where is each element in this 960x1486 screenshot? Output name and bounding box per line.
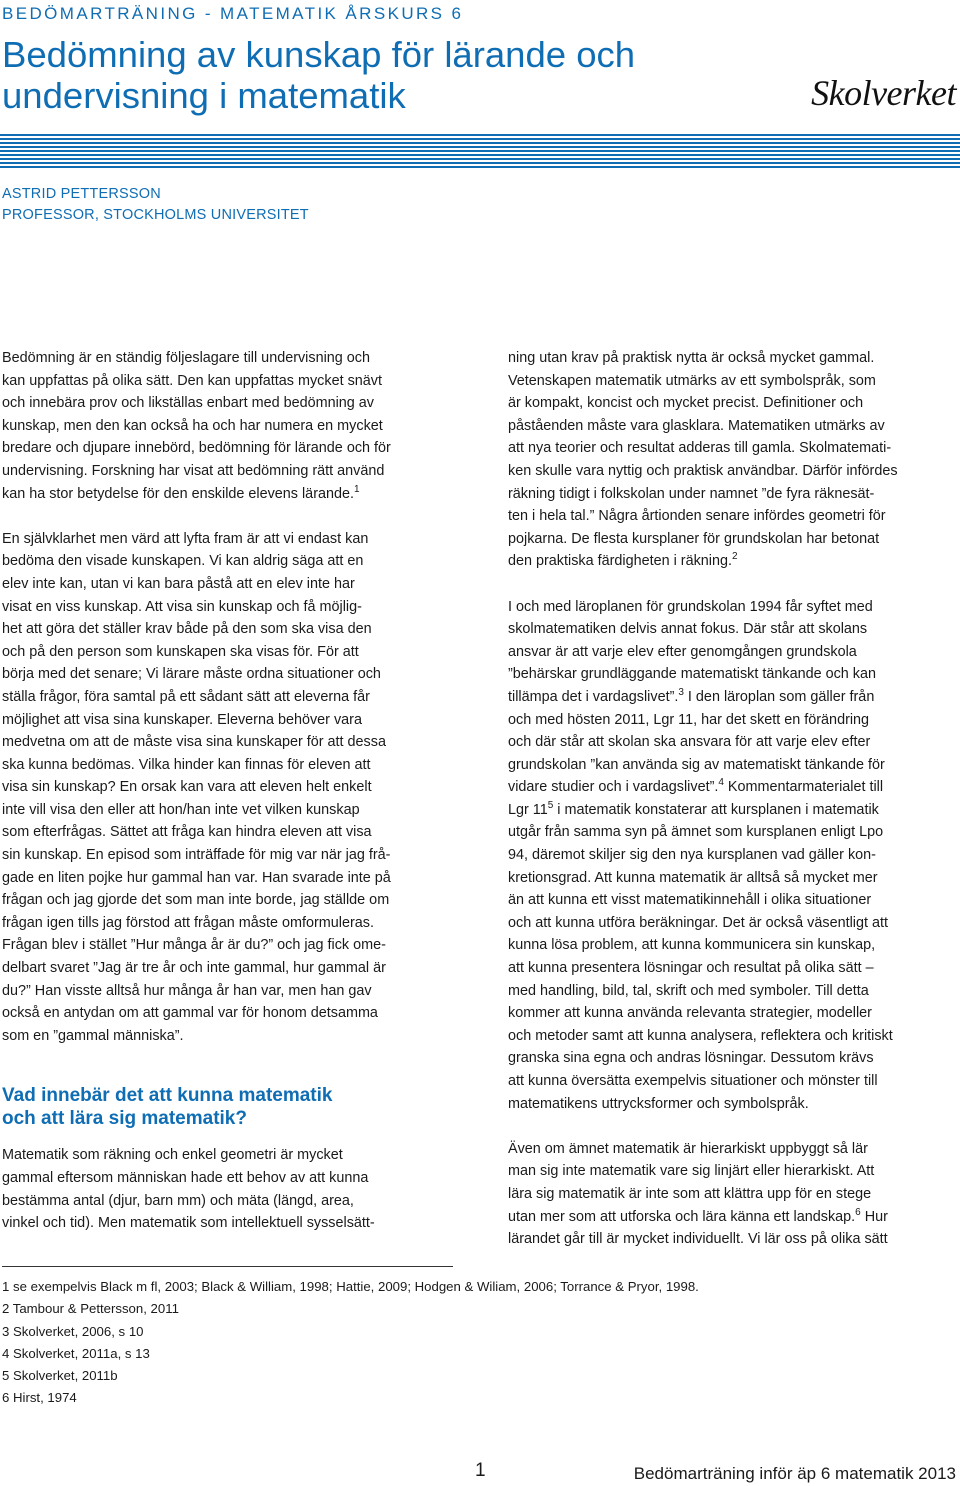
series-label: BEDÖMARTRÄNING - MATEMATIK ÅRSKURS 6 (2, 4, 464, 23)
text-line: inte vill visa den eller att hon/han inte vet vilken kunskap (2, 801, 360, 818)
text-line: och innebära prov och likställas enbart med bedömning av (2, 395, 374, 412)
text-line: I och med läroplanen för grundskolan 1994 får syftet med (508, 598, 873, 615)
text-line (508, 1206, 960, 1229)
footnote-divider (2, 1266, 453, 1267)
page-number: 1 (475, 1460, 486, 1481)
paragraph-spacer (508, 1115, 960, 1138)
text-line: 94, däremot skiljer sig den nya kursplanen vad gäller kon- (508, 847, 876, 864)
text-line-content: Kommentarmaterialet till (723, 779, 884, 796)
text-line (2, 483, 452, 506)
text-line: delbart svaret ”Jag är tre år och inte gammal, hur gammal är (2, 960, 386, 977)
text-line: möjlighet att visa sina kunskaper. Eleverna behöver vara (2, 711, 362, 728)
text-line: lära sig matematik är inte som att klättra upp för en stege (508, 1185, 872, 1202)
footnote-1: 1 se exempelvis Black m fl, 2003; Black & William, 1998; Hattie, 2009; Hodgen & Wiliam, 2006; Torrance & Pryor, 1998. (2, 1279, 699, 1294)
text-line (508, 776, 960, 799)
paragraph-math-history (2, 1144, 452, 1234)
text-line: ska kunna bedömas. Vilka hinder kan finnas för eleven att (2, 756, 371, 773)
text-line: räkning tidigt i folkskolan under namnet ”de fyra räknesät- (508, 485, 875, 502)
text-line: ning utan krav på praktisk nytta är också mycket gammal. (508, 350, 875, 366)
header-stripe-divider (0, 134, 960, 168)
section-heading (2, 1084, 452, 1130)
text-line: bredare och djupare innebörd, bedömning för lärande och för (2, 440, 391, 457)
footnote-3: 3 Skolverket, 2006, s 10 (2, 1323, 144, 1339)
text-line: gammal eftersom människan hade ett behov av att kunna (2, 1170, 369, 1186)
skolverket-logo: Skolverket (811, 73, 956, 113)
text-line: undervisning. Forskning har visat att bedömning rätt använd (2, 462, 385, 479)
text-line: kommer att kunna använda relevanta strategier, modeller (508, 1005, 872, 1022)
text-line: som efterfrågas. Sättet att fråga kan hindra eleven att visa (2, 824, 372, 841)
section-spacer (2, 1047, 452, 1084)
paragraph-learning-landscape (508, 1138, 960, 1251)
text-line: att kunna presentera lösningar och resultat på olika sätt – (508, 960, 874, 977)
text-line: ställa frågor, föra samtal på ett sådant sätt att eleverna får (2, 688, 370, 705)
text-line: Även om ämnet matematik är hierarkiskt uppbyggt så lär (508, 1140, 868, 1157)
text-line: utgår från samma syn på ämnet som kursplanen enligt Lpo (508, 824, 884, 841)
footnote-ref-4[interactable]: 4 (718, 777, 724, 789)
text-line: het att göra det ställer krav både på den som ska visa den (2, 621, 372, 638)
text-line-content: kan ha stor betydelse för den enskilde elevens lärande. (2, 485, 354, 502)
footnote-ref-3[interactable]: 3 (678, 686, 684, 698)
text-line-content: tillämpa det i vardagslivet”. (508, 688, 679, 705)
text-line (508, 686, 960, 709)
text-line: kan uppfattas på olika sätt. Den kan uppfattas mycket snävt (2, 372, 382, 389)
footnote-ref-2[interactable]: 2 (732, 551, 738, 563)
footer-title: Bedömarträning inför äp 6 matematik 2013 (633, 1464, 956, 1483)
text-line: börja med det senare; Vi lärare måste ordna situationer och (2, 666, 381, 683)
paragraph-spacer (2, 505, 452, 528)
footnote-ref-6[interactable]: 6 (855, 1206, 861, 1218)
text-line: är kompakt, koncist och mycket precist. Definitioner och (508, 395, 864, 412)
text-line: ken skulle vara nyttig och praktisk användbar. Därför infördes (508, 462, 898, 479)
page-title (2, 34, 635, 116)
footnote-5: 5 Skolverket, 2011b (2, 1368, 118, 1384)
text-line: frågan och jag gjorde det som man inte borde, jag ställde om (2, 892, 390, 909)
footnote-ref-5[interactable]: 5 (547, 799, 554, 811)
text-line: kunskap, men den kan också ha och har numera en mycket (2, 417, 383, 434)
section-heading-line-2: och att lära sig matematik? (2, 1108, 247, 1130)
paragraph-intro (2, 347, 452, 505)
text-line: Bedömning är en ständig följeslagare till undervisning och (2, 350, 370, 366)
text-line: elev inte kan, utan vi kan bara påstå att en elev inte har (2, 575, 355, 592)
author-affiliation: PROFESSOR, STOCKHOLMS UNIVERSITET (2, 207, 309, 223)
text-line: kretionsgrad. Att kunna matematik är alltså så mycket mer (508, 869, 878, 886)
footnote-2: 2 Tambour & Pettersson, 2011 (2, 1301, 179, 1317)
text-line: matematikens uttrycksformer och symbolspråk. (508, 1095, 809, 1112)
text-line: ”behärskar grundläggande matematiskt tänkande och kan (508, 666, 876, 683)
text-line: Vetenskapen matematik utmärks av ett symbolspråk, som (508, 372, 876, 389)
text-line: gade en liten pojke hur gammal han var. Han svarade inte på (2, 869, 391, 886)
text-line: medvetna om att de måste visa sina kunskaper för att dessa (2, 734, 386, 751)
page-title-line-1: Bedömning av kunskap för lärande och (2, 34, 636, 75)
text-line: skolmatematiken delvis annat fokus. Där står att skolans (508, 621, 868, 638)
text-line: och att kunna utföra beräkningar. Det är också väsentligt att (508, 914, 888, 931)
text-line: lärandet går till är mycket individuellt. Vi lär oss på olika sätt (508, 1231, 888, 1248)
text-line: ansvar är att varje elev efter genomgången grundskola (508, 643, 857, 660)
right-column (508, 347, 960, 1251)
footnotes (2, 1276, 699, 1410)
text-line: och där står att skolan ska ansvara för att varje elev efter (508, 734, 871, 751)
text-line-content: vidare studier och i vardagslivet”. (508, 779, 719, 796)
text-line-content: Lgr 11 (508, 801, 548, 818)
text-line: och metoder samt att kunna analysera, reflektera och kritiskt (508, 1027, 893, 1044)
text-line: och med hösten 2011, Lgr 11, har det skett en förändring (508, 711, 870, 728)
section-heading-line-1: Vad innebär det att kunna matematik (2, 1085, 333, 1107)
text-line: som en ”gammal människa”. (2, 1027, 184, 1044)
paragraph-math-science (508, 347, 960, 573)
text-line: granska sina egna och andras lösningar. Dessutom krävs (508, 1050, 874, 1067)
text-line: bedöma den visade kunskapen. Vi kan aldrig säga att en (2, 553, 364, 570)
footnote-ref-1[interactable]: 1 (354, 483, 360, 495)
text-line: kunna lösa problem, att kunna kommunicera sin kunskap, (508, 937, 876, 954)
text-line: vinkel och tid). Men matematik som intellektuell sysselsätt- (2, 1215, 375, 1232)
text-line-content: Hur (860, 1208, 888, 1225)
text-line-content: i matematik konstaterar att kursplanen i matematik (553, 801, 879, 818)
text-line (508, 799, 960, 822)
left-column (2, 347, 452, 1235)
text-line: grundskolan ”kan använda sig av matematiskt tänkande för (508, 756, 885, 773)
footnote-6: 6 Hirst, 1974 (2, 1390, 77, 1406)
paragraph-visible-knowledge (2, 528, 452, 1048)
text-line: att nya teorier och resultat adderas till gamla. Skolmatemati- (508, 440, 892, 457)
heading-spacer (2, 1130, 452, 1144)
author-block (2, 184, 309, 226)
text-line: ten i hela tal.” Några årtionden senare infördes geometri för (508, 508, 886, 525)
text-line: bestämma antal (djur, barn mm) och mäta (längd, area, (2, 1192, 354, 1209)
text-line: sin kunskap. En episod som inträffade för mig var när jag frå- (2, 847, 391, 864)
text-line: du?” Han visste alltså hur många år han var, men han gav (2, 982, 372, 999)
text-line: man sig inte matematik vare sig linjärt eller hierarkiskt. Att (508, 1163, 875, 1180)
text-line: frågan igen tills jag förstod att frågan måste omformuleras. (2, 914, 374, 931)
text-line-content: den praktiska färdigheten i räkning. (508, 553, 732, 570)
text-line: Matematik som räkning och enkel geometri är mycket (2, 1147, 343, 1164)
text-line (508, 550, 960, 573)
text-line: En självklarhet men värd att lyfta fram är att vi endast kan (2, 530, 369, 547)
text-line: också en antydan om att gammal var för honom detsamma (2, 1005, 378, 1022)
text-line-content: I den läroplan som gäller från (683, 688, 875, 705)
text-line: påståenden måste vara glasklara. Matematiken utmärks av (508, 417, 885, 434)
text-line: att kunna översätta exempelvis situationer och mönster till (508, 1073, 878, 1089)
text-line-content: utan mer som att utforska och lära känna ett landskap. (508, 1208, 856, 1225)
paragraph-curriculum (508, 596, 960, 1116)
text-line: än att kunna ett visst matematikinnehåll i olika situationer (508, 892, 872, 909)
text-line: visa sin kunskap? En orsak kan vara att eleven helt enkelt (2, 779, 372, 796)
text-line: Frågan blev i stället ”Hur många år är du?” och jag fick ome- (2, 937, 386, 954)
paragraph-spacer (508, 573, 960, 596)
page-title-line-2: undervisning i matematik (2, 75, 406, 116)
text-line: pojkarna. De flesta kursplaner för grundskolan har betonat (508, 530, 880, 547)
footnote-4: 4 Skolverket, 2011a, s 13 (2, 1345, 150, 1361)
text-line: och på den person som kunskapen ska visas för. För att (2, 643, 359, 660)
author-name: ASTRID PETTERSSON (2, 186, 161, 202)
text-line: med handling, bild, tal, skrift och med symboler. Till detta (508, 982, 869, 999)
text-line: visat en viss kunskap. Att visa sin kunskap och få möjlig- (2, 598, 362, 615)
